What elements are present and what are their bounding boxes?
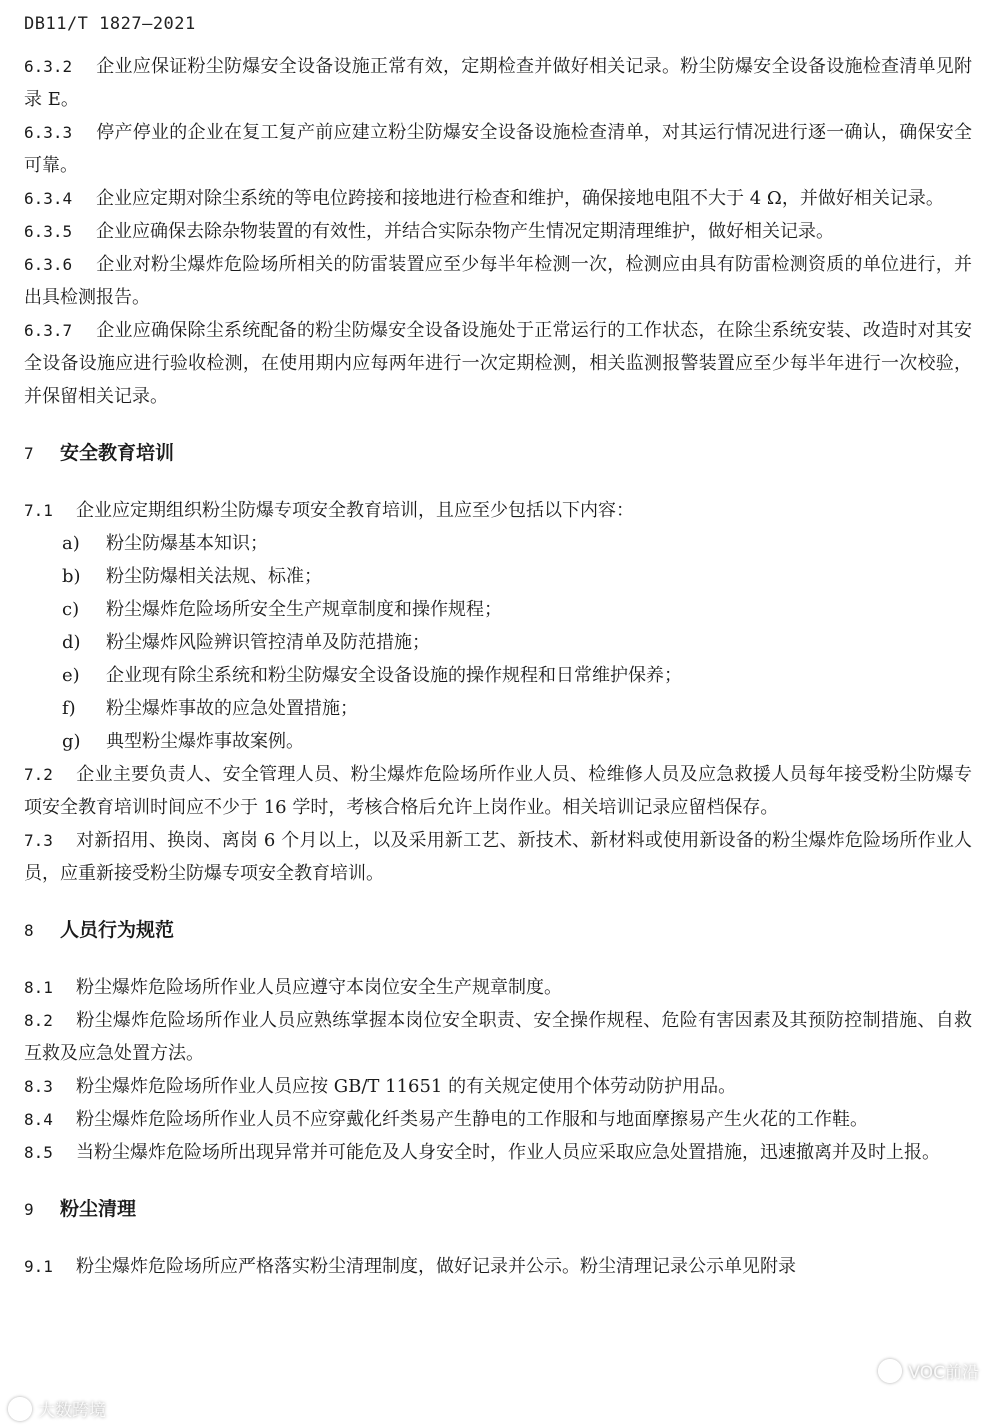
list-text: 粉尘爆炸危险场所安全生产规章制度和操作规程；: [106, 599, 502, 620]
clause-number: 8.4: [24, 1110, 53, 1129]
list-text: 企业现有除尘系统和粉尘防爆安全设备设施的操作规程和日常维护保养；: [106, 665, 682, 686]
section-number: 9: [24, 1200, 34, 1219]
list-item: [24, 560, 972, 593]
clause-text: 企业主要负责人、安全管理人员、粉尘爆炸危险场所作业人员、检维修人员及应急救援人员每年接受粉尘防爆专项安全教育培训时间应不少于 16 学时，考核合格后允许上岗作业。相关培训记录应留档保存。: [24, 764, 972, 818]
list-marker: a): [62, 533, 80, 554]
clause-number: 8.1: [24, 978, 53, 997]
clause-number: 8.3: [24, 1077, 53, 1096]
list-marker: e): [62, 665, 80, 686]
standard-code-header: DB11/T 1827—2021: [24, 14, 196, 34]
clause-6-3-3: [24, 116, 972, 182]
clause-6-3-4: [24, 182, 972, 215]
clause-number: 6.3.5: [24, 222, 73, 241]
list-item: [24, 692, 972, 725]
list-marker: g): [62, 731, 81, 752]
clause-number: 9.1: [24, 1257, 53, 1276]
clause-number: 6.3.6: [24, 255, 73, 274]
clause-text: 企业应确保除尘系统配备的粉尘防爆安全设备设施处于正常运行的工作状态，在除尘系统安装、改造时对其安全设备设施应进行验收检测，在使用期内应每两年进行一次定期检测，相关监测报警装置应至少每半年进行一次校验，并保留相关记录。: [24, 320, 972, 407]
section-title: 安全教育培训: [60, 442, 175, 464]
section-number: 8: [24, 921, 34, 940]
clause-text: 粉尘爆炸危险场所作业人员应遵守本岗位安全生产规章制度。: [76, 977, 562, 998]
list-marker: b): [62, 566, 81, 587]
clause-text: 对新招用、换岗、离岗 6 个月以上，以及采用新工艺、新技术、新材料或使用新设备的粉尘爆炸危险场所作业人员，应重新接受粉尘防爆专项安全教育培训。: [24, 830, 972, 884]
section-title: 人员行为规范: [60, 919, 175, 941]
section-title: 粉尘清理: [60, 1198, 137, 1220]
section-7-heading: [24, 437, 972, 470]
watermark-right: [878, 1358, 979, 1383]
list-marker: d): [62, 632, 81, 653]
clause-7-3: [24, 824, 972, 890]
section-9-heading: [24, 1193, 972, 1226]
document-body: [24, 50, 972, 1283]
list-item: [24, 593, 972, 626]
clause-8-4: [24, 1103, 972, 1136]
clause-number: 8.5: [24, 1143, 53, 1162]
clause-text: 企业应定期对除尘系统的等电位跨接和接地进行检查和维护，确保接地电阻不大于 4 Ω，并做好相关记录。: [96, 188, 944, 209]
section-8-heading: [24, 914, 972, 947]
watermark-left-text: 大数跨境: [38, 1401, 106, 1421]
list-text: 粉尘爆炸风险辨识管控清单及防范措施；: [106, 632, 430, 653]
list-text: 粉尘爆炸事故的应急处置措施；: [106, 698, 358, 719]
clause-number: 8.2: [24, 1011, 53, 1030]
clause-number: 6.3.7: [24, 321, 73, 340]
clause-text: 企业应定期组织粉尘防爆专项安全教育培训，且应至少包括以下内容：: [76, 500, 634, 521]
clause-text: 企业对粉尘爆炸危险场所相关的防雷装置应至少每半年检测一次，检测应由具有防雷检测资质的单位进行，并出具检测报告。: [24, 254, 972, 308]
clause-text: 粉尘爆炸危险场所作业人员不应穿戴化纤类易产生静电的工作服和与地面摩擦易产生火花的工作鞋。: [76, 1109, 868, 1130]
section-number: 7: [24, 444, 34, 463]
clause-6-3-5: [24, 215, 972, 248]
clause-9-1: [24, 1250, 972, 1283]
list-item: [24, 527, 972, 560]
list-item: [24, 725, 972, 758]
clause-6-3-7: [24, 314, 972, 413]
clause-number: 6.3.4: [24, 189, 73, 208]
clause-text: 粉尘爆炸危险场所作业人员应熟练掌握本岗位安全职责、安全操作规程、危险有害因素及其预防控制措施、自救互救及应急处置方法。: [24, 1010, 972, 1064]
clause-text: 停产停业的企业在复工复产前应建立粉尘防爆安全设备设施检查清单，对其运行情况进行逐一确认，确保安全可靠。: [24, 122, 972, 176]
clause-text: 粉尘爆炸危险场所作业人员应按 GB/T 11651 的有关规定使用个体劳动防护用品。: [76, 1076, 737, 1097]
watermark-right-text: VOC前沿: [908, 1363, 979, 1383]
clause-text: 粉尘爆炸危险场所应严格落实粉尘清理制度，做好记录并公示。粉尘清理记录公示单见附录: [76, 1256, 796, 1277]
clause-8-5: [24, 1136, 972, 1169]
list-text: 粉尘防爆相关法规、标准；: [106, 566, 322, 587]
list-marker: c): [62, 599, 80, 620]
clause-8-1: [24, 971, 972, 1004]
clause-number: 6.3.2: [24, 57, 73, 76]
watermark-logo-icon: [8, 1397, 32, 1421]
watermark-left: [8, 1396, 106, 1421]
clause-number: 7.1: [24, 501, 53, 520]
clause-number: 6.3.3: [24, 123, 73, 142]
wechat-logo-icon: [878, 1359, 902, 1383]
clause-7-1: [24, 494, 972, 527]
clause-number: 7.3: [24, 831, 53, 850]
clause-6-3-2: [24, 50, 972, 116]
clause-text: 企业应保证粉尘防爆安全设备设施正常有效，定期检查并做好相关记录。粉尘防爆安全设备设施检查清单见附录 E。: [24, 56, 972, 110]
clause-8-3: [24, 1070, 972, 1103]
clause-text: 当粉尘爆炸危险场所出现异常并可能危及人身安全时，作业人员应采取应急处置措施，迅速撤离并及时上报。: [76, 1142, 940, 1163]
clause-7-2: [24, 758, 972, 824]
list-text: 粉尘防爆基本知识；: [106, 533, 268, 554]
clause-8-2: [24, 1004, 972, 1070]
clause-number: 7.2: [24, 765, 53, 784]
list-item: [24, 659, 972, 692]
clause-text: 企业应确保去除杂物装置的有效性，并结合实际杂物产生情况定期清理维护，做好相关记录。: [96, 221, 834, 242]
list-item: [24, 626, 972, 659]
clause-6-3-6: [24, 248, 972, 314]
list-marker: f): [62, 698, 76, 719]
list-text: 典型粉尘爆炸事故案例。: [106, 731, 304, 752]
